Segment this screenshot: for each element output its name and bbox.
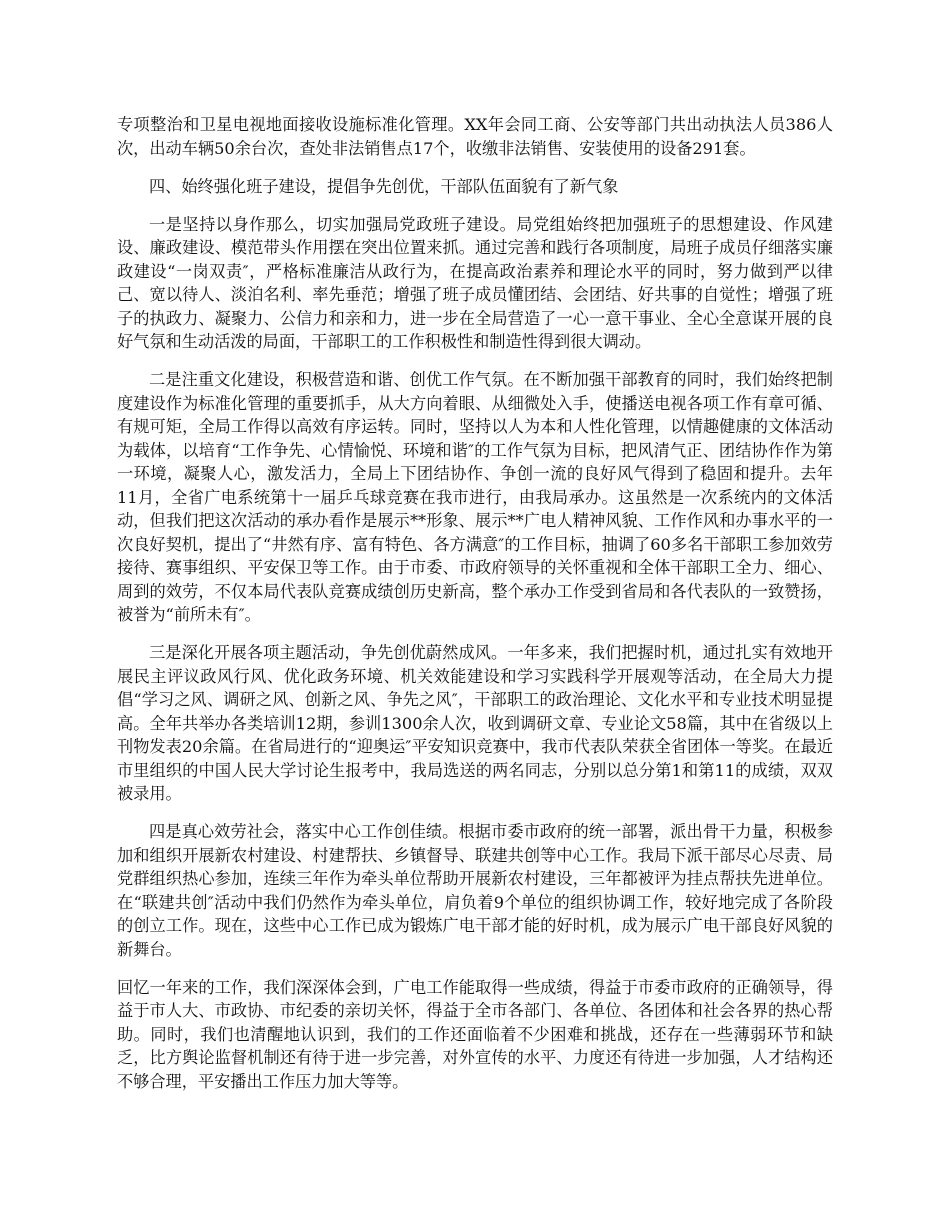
document-body [117, 113, 833, 1108]
section-heading: 四、始终强化班子建设，提倡争先创优，干部队伍面貌有了新气象 [149, 176, 619, 196]
paragraph-3: 二是注重文化建设，积极营造和谐、创优工作气氛。在不断加强干部教育的同时，我们始终把制度建设作为标准化管理的重要抓手，从大方向着眼、从细微处入手，使播送电视各项工作有章可循、有规可矩，全局工作得以高效有序运转。同时，坚持以人为本和人性化管理，以情趣健康的文体活动为载体，以培育“工作争先、心情愉悦、环境和谐″的工作气氛为目标，把风清气正、团结协作作为第一环境，凝聚人心，激发活力，全局上下团结协作、争创一流的良好风气得到了稳固和提升。去年11月，全省广电系统第十一届乒乓球竞赛在我市进行，由我局承办。这虽然是一次系统内的文体活动，但我们把这次活动的承办看作是展示**形象、展示**广电人精神风貌、工作作风和办事水平的一次良好契机，提出了“井然有序、富有特色、各方满意″的工作目标，抽调了60多名干部职工参加效劳接待、赛事组织、平安保卫等工作。由于市委、市政府领导的关怀重视和全体干部职工全力、细心、周到的效劳，不仅本局代表队竞赛成绩创历史新高，整个承办工作受到省局和各代表队的一致赞扬，被誉为“前所未有″。 [117, 370, 833, 624]
paragraph-5: 四是真心效劳社会，落实中心工作创佳绩。根据市委市政府的统一部署，派出骨干力量，积极参加和组织开展新农村建设、村建帮扶、乡镇督导、联建共创等中心工作。我局下派干部尽心尽责、局党群组织热心参加，连续三年作为牵头单位帮助开展新农村建设，三年都被评为挂点帮扶先进单位。在“联建共创″活动中我们仍然作为牵头单位，肩负着9个单位的组织协调工作，较好地完成了各阶段的创立工作。现在，这些中心工作已成为锻炼广电干部才能的好时机，成为展示广电干部良好风貌的新舞台。 [117, 822, 833, 959]
paragraph-6: 回忆一年来的工作，我们深深体会到，广电工作能取得一些成绩，得益于市委市政府的正确领导，得益于市人大、市政协、市纪委的亲切关怀，得益于全市各部门、各单位、各团体和社会各界的热心帮助。同时，我们也清醒地认识到，我们的工作还面临着不少困难和挑战，还存在一些薄弱环节和缺乏，比方舆论监督机制还有待于进一步完善，对外宣传的水平、力度还有待进一步加强，人才结构还不够合理，平安播出工作压力加大等等。 [117, 977, 833, 1091]
paragraph-2: 一是坚持以身作那么，切实加强局党政班子建设。局党组始终把加强班子的思想建设、作风建设、廉政建设、模范带头作用摆在突出位置来抓。通过完善和践行各项制度，局班子成员仔细落实廉政建设“一岗双责″，严格标准廉洁从政行为，在提高政治素养和理论水平的同时，努力做到严以律己、宽以待人、淡泊名利、率先垂范；增强了班子成员懂团结、会团结、好共事的自觉性；增强了班子的执政力、凝聚力、公信力和亲和力，进一步在全局营造了一心一意干事业、全心全意谋开展的良好气氛和生动活泼的局面，干部职工的工作积极性和制造性得到很大调动。 [117, 214, 833, 351]
paragraph-4: 三是深化开展各项主题活动，争先创优蔚然成风。一年多来，我们把握时机，通过扎实有效地开展民主评议政风行风、优化政务环境、机关效能建设和学习实践科学开展观等活动，在全局大力提倡“学习之风、调研之风、创新之风、争先之风″，干部职工的政治理论、文化水平和专业技术明显提高。全年共举办各类培训12期，参训1300余人次，收到调研文章、专业论文58篇，其中在省级以上刊物发表20余篇。在省局进行的“迎奥运″平安知识竞赛中，我市代表队荣获全省团体一等奖。在最近市里组织的中国人民大学讨论生报考中，我局选送的两名同志，分别以总分第1和第11的成绩，双双被录用。 [117, 643, 833, 803]
paragraph-1: 专项整治和卫星电视地面接收设施标准化管理。XX年会同工商、公安等部门共出动执法人员386人次，出动车辆50余台次，查处非法销售点17个，收缴非法销售、安装使用的设备291套。 [117, 115, 833, 158]
